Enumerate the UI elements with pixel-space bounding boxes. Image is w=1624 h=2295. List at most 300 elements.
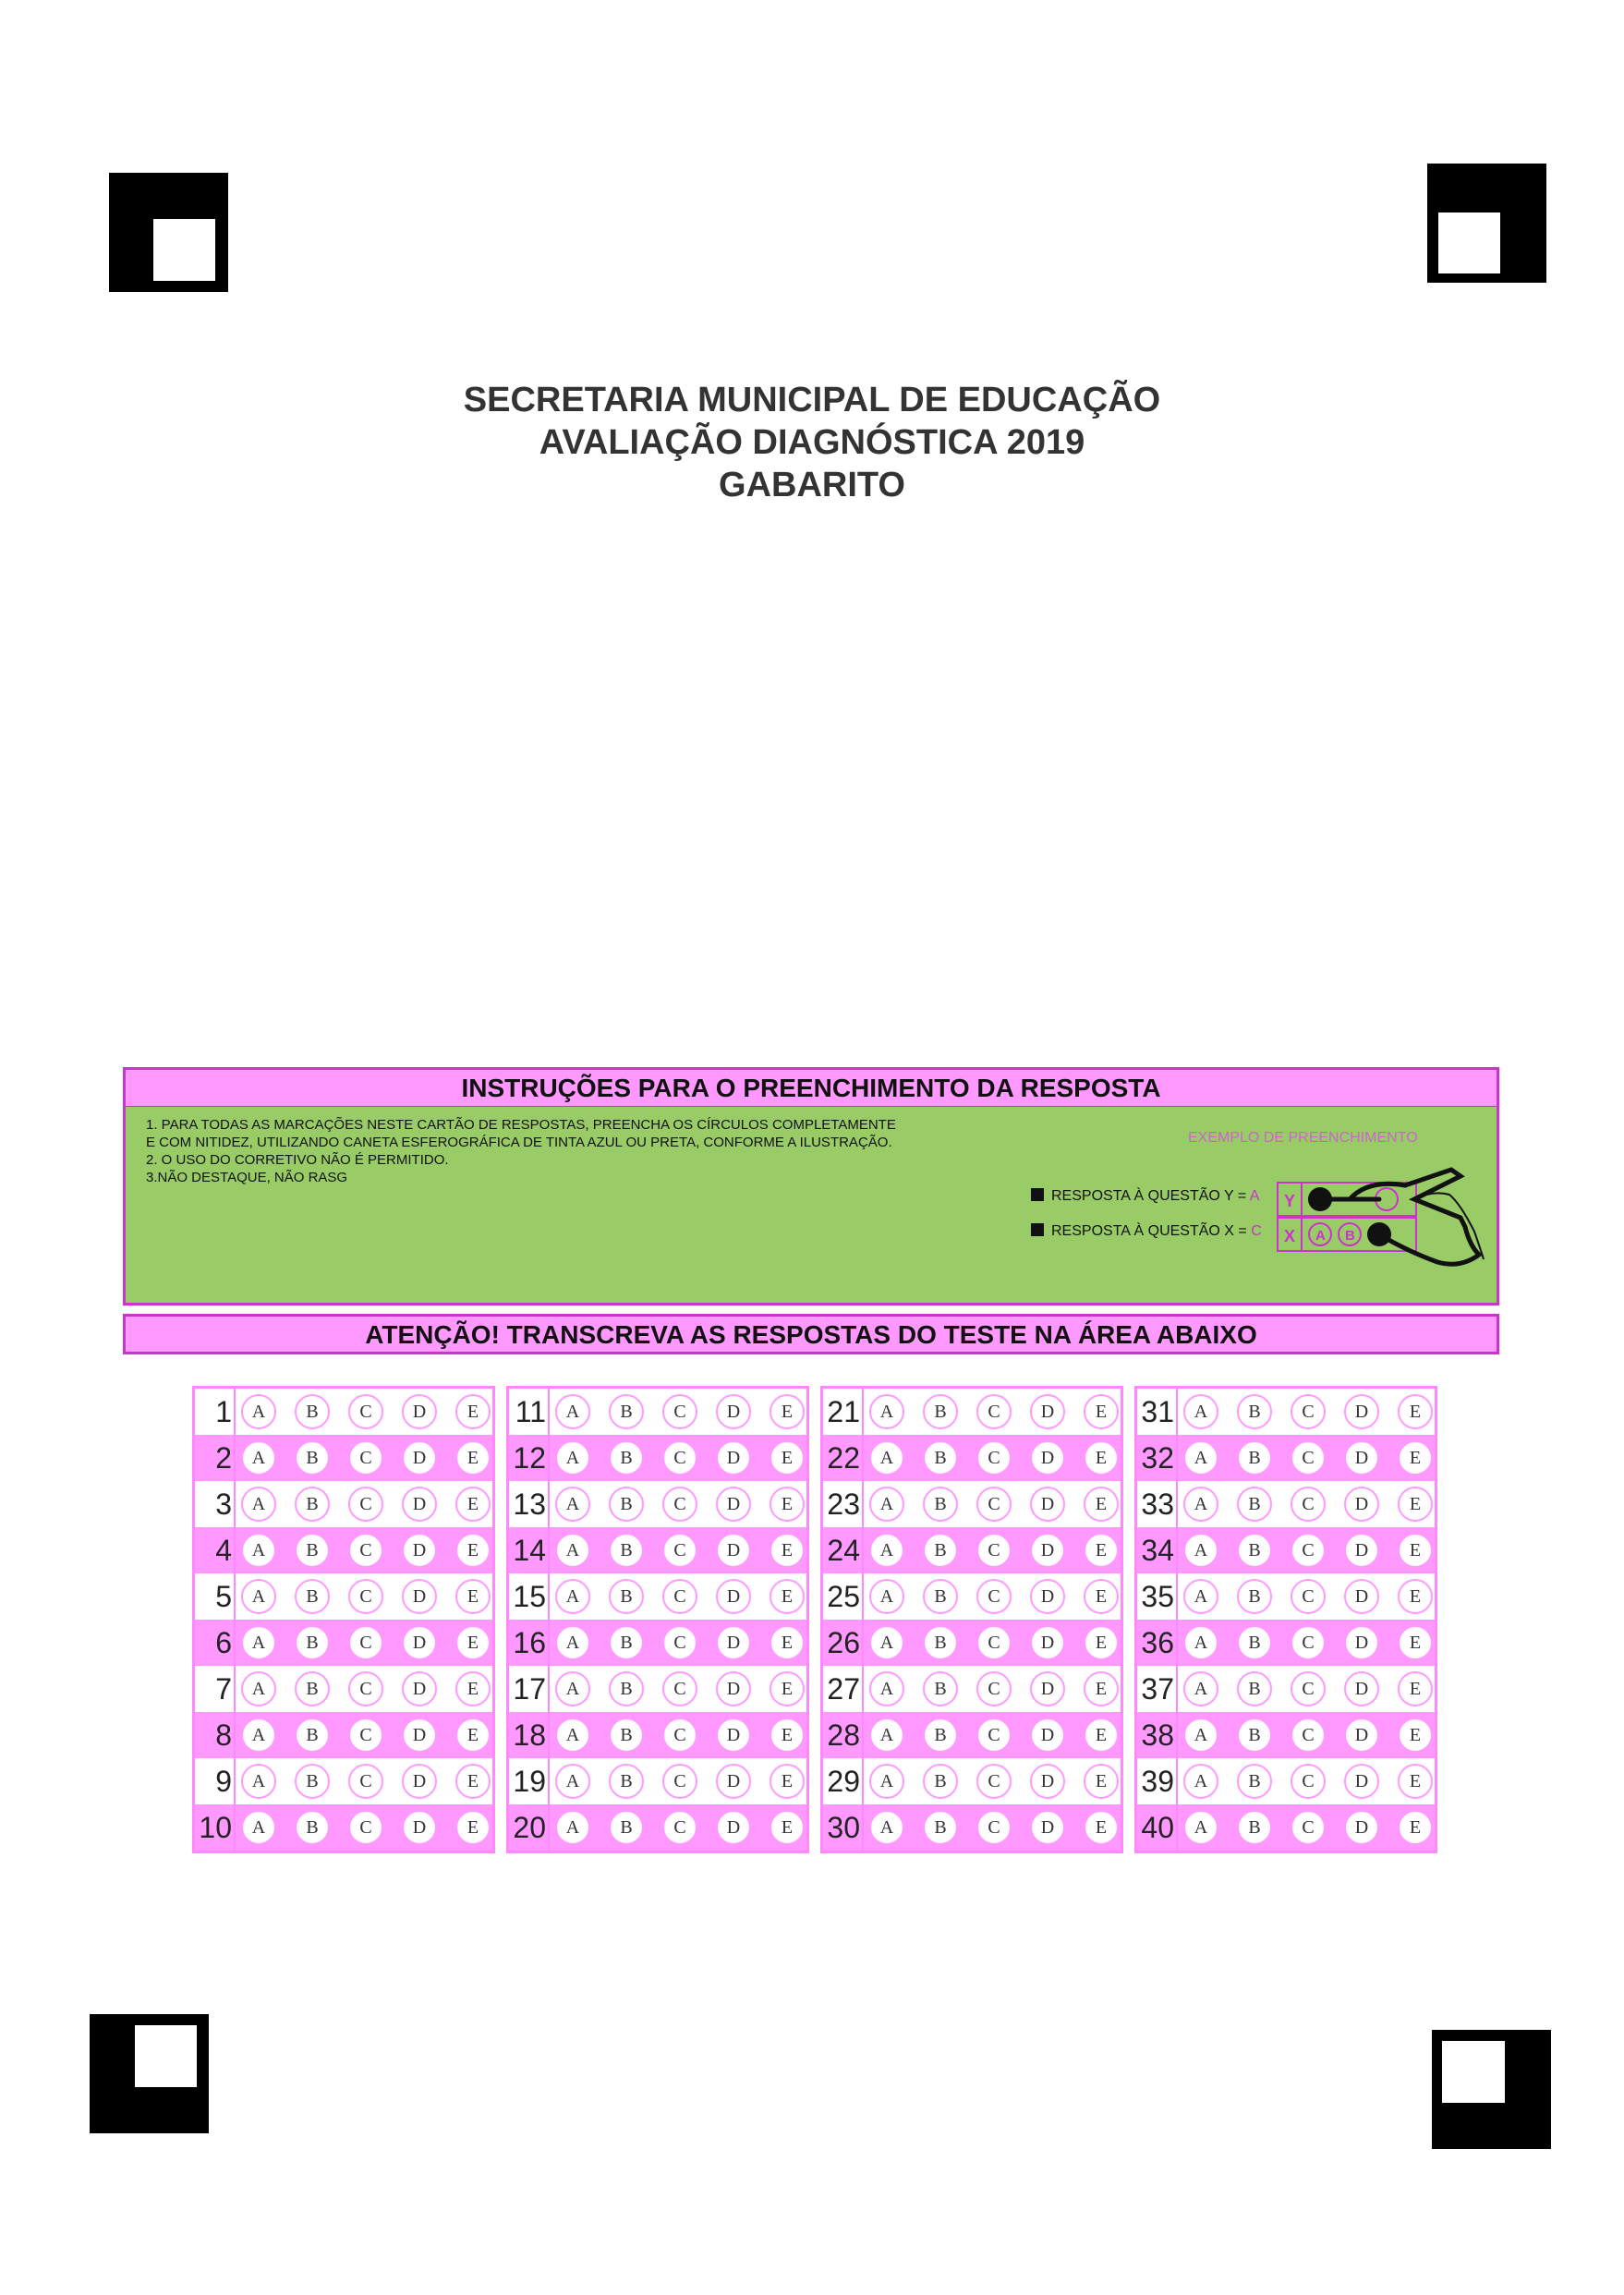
- answer-bubble-c[interactable]: C: [662, 1625, 697, 1660]
- question-number: 29: [827, 1764, 860, 1798]
- answer-bubble-a[interactable]: A: [555, 1440, 590, 1475]
- answer-bubble-a[interactable]: A: [241, 1810, 276, 1845]
- answer-bubble-c[interactable]: C: [976, 1718, 1012, 1753]
- answer-bubble-a[interactable]: A: [1183, 1718, 1218, 1753]
- answer-bubble-c[interactable]: C: [348, 1810, 383, 1845]
- answer-bubble-e[interactable]: E: [1084, 1718, 1119, 1753]
- answer-bubble-c[interactable]: C: [1291, 1440, 1326, 1475]
- question-number: 14: [513, 1533, 546, 1567]
- answer-bubble-d[interactable]: D: [1030, 1671, 1065, 1706]
- row-separator: [548, 1389, 550, 1435]
- answer-bubble-e[interactable]: E: [770, 1487, 805, 1522]
- answer-bubble-c[interactable]: C: [348, 1671, 383, 1706]
- answer-bubble-d[interactable]: D: [716, 1810, 751, 1845]
- answer-row: [1137, 1758, 1435, 1804]
- answer-bubble-a[interactable]: A: [241, 1487, 276, 1522]
- answer-bubble-d[interactable]: D: [1344, 1718, 1379, 1753]
- example-answer-x: RESPOSTA À QUESTÃO X = C: [1031, 1223, 1262, 1240]
- row-separator: [234, 1573, 236, 1620]
- answer-bubble-e[interactable]: E: [770, 1810, 805, 1845]
- answer-bubble-a[interactable]: A: [555, 1810, 590, 1845]
- answer-bubble-c[interactable]: C: [662, 1671, 697, 1706]
- answer-bubble-c[interactable]: C: [1291, 1764, 1326, 1799]
- answer-bubble-d[interactable]: D: [402, 1533, 437, 1568]
- answer-bubble-c[interactable]: C: [662, 1764, 697, 1799]
- answer-row: [1137, 1620, 1435, 1666]
- row-separator: [862, 1527, 864, 1573]
- answer-bubble-d[interactable]: D: [716, 1440, 751, 1475]
- answer-bubble-d[interactable]: D: [716, 1718, 751, 1753]
- answer-bubble-c[interactable]: C: [662, 1533, 697, 1568]
- row-separator: [1176, 1435, 1178, 1481]
- answer-bubble-e[interactable]: E: [770, 1764, 805, 1799]
- answer-bubble-a[interactable]: A: [555, 1533, 590, 1568]
- answer-bubble-e[interactable]: E: [1084, 1487, 1119, 1522]
- answer-bubble-e[interactable]: E: [1398, 1579, 1433, 1614]
- answer-bubble-c[interactable]: C: [662, 1718, 697, 1753]
- answer-bubble-b[interactable]: B: [1237, 1533, 1272, 1568]
- answer-bubble-a[interactable]: A: [1183, 1810, 1218, 1845]
- answer-row: [1137, 1712, 1435, 1758]
- answer-bubble-b[interactable]: B: [295, 1718, 330, 1753]
- answer-bubble-b[interactable]: B: [923, 1533, 958, 1568]
- answer-row: [195, 1573, 492, 1620]
- answer-row: [1137, 1389, 1435, 1435]
- answer-row: [823, 1435, 1121, 1481]
- answer-bubble-a[interactable]: A: [1183, 1671, 1218, 1706]
- answer-bubble-b[interactable]: B: [609, 1764, 644, 1799]
- answer-bubble-e[interactable]: E: [770, 1440, 805, 1475]
- answer-bubble-e[interactable]: E: [1084, 1579, 1119, 1614]
- answer-bubble-d[interactable]: D: [1344, 1810, 1379, 1845]
- answer-bubble-a[interactable]: A: [555, 1394, 590, 1429]
- row-separator: [1176, 1573, 1178, 1620]
- row-separator: [862, 1758, 864, 1804]
- answer-bubble-b[interactable]: B: [609, 1579, 644, 1614]
- answer-bubble-e[interactable]: E: [455, 1533, 491, 1568]
- answer-bubble-a[interactable]: A: [869, 1533, 904, 1568]
- answer-bubble-c[interactable]: C: [348, 1487, 383, 1522]
- answer-bubble-d[interactable]: D: [1030, 1625, 1065, 1660]
- answer-bubble-e[interactable]: E: [770, 1671, 805, 1706]
- answer-bubble-e[interactable]: E: [1398, 1718, 1433, 1753]
- answer-bubble-b[interactable]: B: [609, 1671, 644, 1706]
- row-separator: [548, 1573, 550, 1620]
- answer-bubble-c[interactable]: C: [976, 1440, 1012, 1475]
- answer-row: [823, 1527, 1121, 1573]
- answer-bubble-a[interactable]: A: [869, 1764, 904, 1799]
- answer-row: [509, 1573, 806, 1620]
- answer-bubble-e[interactable]: E: [455, 1718, 491, 1753]
- answer-block-4: [1134, 1386, 1437, 1853]
- answer-bubble-c[interactable]: C: [662, 1394, 697, 1429]
- answer-bubble-a[interactable]: A: [1183, 1440, 1218, 1475]
- answer-bubble-c[interactable]: C: [976, 1764, 1012, 1799]
- answer-row: [509, 1620, 806, 1666]
- row-separator: [234, 1758, 236, 1804]
- answer-bubble-b[interactable]: B: [295, 1394, 330, 1429]
- answer-bubble-a[interactable]: A: [555, 1625, 590, 1660]
- answer-bubble-d[interactable]: D: [1030, 1810, 1065, 1845]
- answer-bubble-b[interactable]: B: [295, 1764, 330, 1799]
- bullet-square-icon: [1031, 1223, 1044, 1236]
- question-number: 25: [827, 1579, 860, 1613]
- answer-bubble-e[interactable]: E: [770, 1394, 805, 1429]
- answer-bubble-e[interactable]: E: [1398, 1764, 1433, 1799]
- answer-bubble-e[interactable]: E: [1398, 1487, 1433, 1522]
- example-answer-y: RESPOSTA À QUESTÃO Y = A: [1031, 1188, 1259, 1205]
- answer-bubble-c[interactable]: C: [1291, 1487, 1326, 1522]
- answer-bubble-d[interactable]: D: [1030, 1394, 1065, 1429]
- question-number: 20: [513, 1810, 546, 1844]
- answer-row: [1137, 1481, 1435, 1527]
- answer-bubble-a[interactable]: A: [869, 1671, 904, 1706]
- question-number: 30: [827, 1810, 860, 1844]
- answer-bubble-e[interactable]: E: [770, 1625, 805, 1660]
- answer-bubble-d[interactable]: D: [716, 1671, 751, 1706]
- answer-bubble-a[interactable]: A: [555, 1718, 590, 1753]
- answer-bubble-e[interactable]: E: [1398, 1533, 1433, 1568]
- answer-bubble-c[interactable]: C: [1291, 1533, 1326, 1568]
- answer-bubble-c[interactable]: C: [348, 1440, 383, 1475]
- answer-bubble-d[interactable]: D: [1030, 1440, 1065, 1475]
- answer-bubble-d[interactable]: D: [716, 1487, 751, 1522]
- answer-bubble-c[interactable]: C: [1291, 1671, 1326, 1706]
- row-separator: [862, 1435, 864, 1481]
- answer-bubble-e[interactable]: E: [1398, 1440, 1433, 1475]
- answer-bubble-d[interactable]: D: [1030, 1533, 1065, 1568]
- instruction-line: 3.NÃO DESTAQUE, NÃO RASG: [146, 1170, 348, 1185]
- answer-row: [509, 1712, 806, 1758]
- answer-bubble-d[interactable]: D: [1030, 1487, 1065, 1522]
- answer-bubble-b[interactable]: B: [1237, 1440, 1272, 1475]
- header-gabarito: GABARITO: [719, 466, 905, 504]
- answer-bubble-c[interactable]: C: [348, 1764, 383, 1799]
- attention-banner: ATENÇÃO! TRANSCREVA AS RESPOSTAS DO TESTE NA ÁREA ABAIXO: [123, 1314, 1499, 1354]
- row-separator: [862, 1389, 864, 1435]
- answer-bubble-b[interactable]: B: [295, 1487, 330, 1522]
- answer-bubble-a[interactable]: A: [869, 1718, 904, 1753]
- answer-bubble-b[interactable]: B: [609, 1394, 644, 1429]
- answer-bubble-c[interactable]: C: [348, 1394, 383, 1429]
- answer-bubble-a[interactable]: A: [241, 1671, 276, 1706]
- row-separator: [234, 1620, 236, 1666]
- answer-bubble-d[interactable]: D: [1344, 1440, 1379, 1475]
- answer-bubble-b[interactable]: B: [1237, 1764, 1272, 1799]
- answer-bubble-a[interactable]: A: [555, 1671, 590, 1706]
- example-letter-y: Y: [1284, 1192, 1296, 1210]
- answer-bubble-a[interactable]: A: [869, 1487, 904, 1522]
- answer-bubble-c[interactable]: C: [1291, 1394, 1326, 1429]
- row-separator: [862, 1712, 864, 1758]
- answer-bubble-b[interactable]: B: [1237, 1810, 1272, 1845]
- row-separator: [862, 1573, 864, 1620]
- answer-bubble-d[interactable]: D: [402, 1625, 437, 1660]
- question-number: 11: [515, 1394, 546, 1428]
- answer-row: [195, 1712, 492, 1758]
- answer-bubble-b[interactable]: B: [295, 1671, 330, 1706]
- answer-row: [509, 1527, 806, 1573]
- answer-bubble-b[interactable]: B: [609, 1810, 644, 1845]
- question-number: 33: [1141, 1487, 1174, 1521]
- answer-bubble-d[interactable]: D: [1344, 1533, 1379, 1568]
- answer-bubble-c[interactable]: C: [1291, 1718, 1326, 1753]
- answer-bubble-a[interactable]: A: [1183, 1625, 1218, 1660]
- question-number: 35: [1141, 1579, 1174, 1613]
- instruction-line: 1. PARA TODAS AS MARCAÇÕES NESTE CARTÃO DE RESPOSTAS, PREENCHA OS CÍRCULOS COMPLETAMENTE: [146, 1117, 896, 1133]
- answer-bubble-e[interactable]: E: [455, 1579, 491, 1614]
- answer-row: [509, 1758, 806, 1804]
- answer-bubble-b[interactable]: B: [923, 1764, 958, 1799]
- answer-bubble-a[interactable]: A: [241, 1625, 276, 1660]
- answer-row: [509, 1804, 806, 1851]
- question-number: 10: [199, 1810, 232, 1844]
- example-filling-illustration: [1276, 1162, 1488, 1282]
- answer-bubble-c[interactable]: C: [976, 1579, 1012, 1614]
- answer-row: [509, 1435, 806, 1481]
- answer-bubble-b[interactable]: B: [923, 1487, 958, 1522]
- question-number: 7: [215, 1671, 232, 1706]
- question-number: 36: [1141, 1625, 1174, 1659]
- answer-bubble-e[interactable]: E: [455, 1394, 491, 1429]
- answer-bubble-c[interactable]: C: [976, 1487, 1012, 1522]
- answer-row: [195, 1804, 492, 1851]
- answer-bubble-c[interactable]: C: [348, 1625, 383, 1660]
- answer-row: [195, 1527, 492, 1573]
- answer-bubble-d[interactable]: D: [402, 1579, 437, 1614]
- row-separator: [548, 1435, 550, 1481]
- answer-bubble-b[interactable]: B: [923, 1394, 958, 1429]
- answer-row: [1137, 1666, 1435, 1712]
- answer-bubble-d[interactable]: D: [1030, 1579, 1065, 1614]
- answer-bubble-c[interactable]: C: [1291, 1625, 1326, 1660]
- answer-bubble-e[interactable]: E: [770, 1533, 805, 1568]
- answer-bubble-d[interactable]: D: [1344, 1579, 1379, 1614]
- answer-bubble-c[interactable]: C: [976, 1810, 1012, 1845]
- answer-bubble-d[interactable]: D: [1344, 1394, 1379, 1429]
- answer-bubble-a[interactable]: A: [241, 1440, 276, 1475]
- answer-bubble-c[interactable]: C: [662, 1579, 697, 1614]
- question-number: 38: [1141, 1718, 1174, 1752]
- answer-bubble-a[interactable]: A: [869, 1625, 904, 1660]
- answer-bubble-e[interactable]: E: [1084, 1394, 1119, 1429]
- answer-bubble-b[interactable]: B: [1237, 1718, 1272, 1753]
- question-number: 15: [513, 1579, 546, 1613]
- answer-bubble-a[interactable]: A: [241, 1579, 276, 1614]
- answer-bubble-c[interactable]: C: [662, 1440, 697, 1475]
- answer-bubble-b[interactable]: B: [1237, 1625, 1272, 1660]
- answer-row: [195, 1481, 492, 1527]
- answer-bubble-c[interactable]: C: [976, 1625, 1012, 1660]
- answer-bubble-c[interactable]: C: [348, 1579, 383, 1614]
- answer-bubble-a[interactable]: A: [555, 1579, 590, 1614]
- row-separator: [1176, 1804, 1178, 1851]
- answer-bubble-d[interactable]: D: [402, 1718, 437, 1753]
- answer-row: [823, 1620, 1121, 1666]
- question-number: 37: [1141, 1671, 1174, 1706]
- answer-bubble-e[interactable]: E: [1084, 1440, 1119, 1475]
- answer-bubble-d[interactable]: D: [1344, 1625, 1379, 1660]
- answer-bubble-b[interactable]: B: [295, 1579, 330, 1614]
- answer-bubble-a[interactable]: A: [555, 1764, 590, 1799]
- answer-bubble-a[interactable]: A: [869, 1810, 904, 1845]
- answer-bubble-b[interactable]: B: [923, 1625, 958, 1660]
- answer-bubble-e[interactable]: E: [455, 1487, 491, 1522]
- answer-bubble-e[interactable]: E: [770, 1718, 805, 1753]
- answer-bubble-c[interactable]: C: [976, 1671, 1012, 1706]
- answer-bubble-e[interactable]: E: [455, 1625, 491, 1660]
- answer-bubble-c[interactable]: C: [1291, 1810, 1326, 1845]
- answer-bubble-c[interactable]: C: [348, 1533, 383, 1568]
- question-number: 31: [1141, 1394, 1174, 1428]
- answer-bubble-d[interactable]: D: [716, 1533, 751, 1568]
- answer-bubble-a[interactable]: A: [1183, 1764, 1218, 1799]
- answer-bubble-e[interactable]: E: [455, 1440, 491, 1475]
- question-number: 16: [513, 1625, 546, 1659]
- instructions-text: [146, 1116, 896, 1186]
- answer-bubble-e[interactable]: E: [770, 1579, 805, 1614]
- answer-bubble-d[interactable]: D: [1030, 1718, 1065, 1753]
- answer-bubble-c[interactable]: C: [662, 1810, 697, 1845]
- answer-bubble-d[interactable]: D: [716, 1764, 751, 1799]
- answer-bubble-b[interactable]: B: [295, 1810, 330, 1845]
- answer-block-1: [192, 1386, 495, 1853]
- answer-bubble-b[interactable]: B: [1237, 1394, 1272, 1429]
- row-separator: [862, 1481, 864, 1527]
- answer-bubble-c[interactable]: C: [662, 1487, 697, 1522]
- row-separator: [234, 1435, 236, 1481]
- answer-bubble-d[interactable]: D: [1344, 1671, 1379, 1706]
- answer-bubble-d[interactable]: D: [402, 1440, 437, 1475]
- answer-row: [509, 1481, 806, 1527]
- example-label: EXEMPLO DE PREENCHIMENTO: [1188, 1130, 1418, 1146]
- answer-bubble-e[interactable]: E: [1084, 1810, 1119, 1845]
- answer-bubble-e[interactable]: E: [1398, 1810, 1433, 1845]
- answer-bubble-d[interactable]: D: [1344, 1487, 1379, 1522]
- answer-bubble-d[interactable]: D: [402, 1671, 437, 1706]
- answer-bubble-d[interactable]: D: [402, 1810, 437, 1845]
- row-separator: [548, 1758, 550, 1804]
- answer-bubble-d[interactable]: D: [402, 1764, 437, 1799]
- answer-bubble-a[interactable]: A: [1183, 1487, 1218, 1522]
- question-number: 26: [827, 1625, 860, 1659]
- answer-row: [195, 1435, 492, 1481]
- answer-bubble-e[interactable]: E: [1398, 1671, 1433, 1706]
- answer-bubble-a[interactable]: A: [241, 1718, 276, 1753]
- answer-bubble-e[interactable]: E: [1398, 1394, 1433, 1429]
- answer-bubble-e[interactable]: E: [455, 1810, 491, 1845]
- answer-bubble-a[interactable]: A: [241, 1394, 276, 1429]
- answer-bubble-b[interactable]: B: [609, 1718, 644, 1753]
- answer-bubble-a[interactable]: A: [1183, 1533, 1218, 1568]
- answer-bubble-b[interactable]: B: [923, 1579, 958, 1614]
- row-separator: [548, 1620, 550, 1666]
- answer-block-3: [820, 1386, 1123, 1853]
- answer-bubble-b[interactable]: B: [1237, 1671, 1272, 1706]
- answer-bubble-a[interactable]: A: [1183, 1579, 1218, 1614]
- question-number: 8: [215, 1718, 232, 1752]
- row-separator: [1176, 1389, 1178, 1435]
- row-separator: [548, 1666, 550, 1712]
- answer-bubble-c[interactable]: C: [1291, 1579, 1326, 1614]
- answer-row: [1137, 1527, 1435, 1573]
- question-number: 17: [513, 1671, 546, 1706]
- answer-bubble-b[interactable]: B: [609, 1625, 644, 1660]
- answer-block-2: [506, 1386, 809, 1853]
- answer-bubble-b[interactable]: B: [1237, 1487, 1272, 1522]
- answer-row: [1137, 1804, 1435, 1851]
- row-separator: [234, 1389, 236, 1435]
- answer-bubble-a[interactable]: A: [555, 1487, 590, 1522]
- answer-bubble-b[interactable]: B: [923, 1718, 958, 1753]
- question-number: 9: [215, 1764, 232, 1798]
- answer-bubble-a[interactable]: A: [869, 1394, 904, 1429]
- answer-bubble-b[interactable]: B: [609, 1533, 644, 1568]
- answer-bubble-e[interactable]: E: [455, 1671, 491, 1706]
- question-number: 19: [513, 1764, 546, 1798]
- answer-row: [1137, 1435, 1435, 1481]
- answer-bubble-b[interactable]: B: [923, 1810, 958, 1845]
- answer-bubble-e[interactable]: E: [1398, 1625, 1433, 1660]
- answer-bubble-c[interactable]: C: [976, 1394, 1012, 1429]
- answer-bubble-d[interactable]: D: [1344, 1764, 1379, 1799]
- answer-bubble-b[interactable]: B: [609, 1487, 644, 1522]
- row-separator: [862, 1666, 864, 1712]
- row-separator: [1176, 1620, 1178, 1666]
- answer-bubble-e[interactable]: E: [1084, 1764, 1119, 1799]
- row-separator: [548, 1481, 550, 1527]
- row-separator: [862, 1620, 864, 1666]
- answer-bubble-a[interactable]: A: [869, 1579, 904, 1614]
- answer-bubble-a[interactable]: A: [241, 1533, 276, 1568]
- question-number: 21: [827, 1394, 860, 1428]
- example-letter-x: X: [1284, 1227, 1296, 1245]
- answer-bubble-e[interactable]: E: [1084, 1671, 1119, 1706]
- answer-bubble-b[interactable]: B: [923, 1671, 958, 1706]
- answer-bubble-e[interactable]: E: [455, 1764, 491, 1799]
- answer-bubble-a[interactable]: A: [241, 1764, 276, 1799]
- answer-bubble-d[interactable]: D: [402, 1487, 437, 1522]
- answer-bubble-d[interactable]: D: [402, 1394, 437, 1429]
- answer-bubble-a[interactable]: A: [869, 1440, 904, 1475]
- question-number: 1: [215, 1394, 232, 1428]
- answer-bubble-b[interactable]: B: [609, 1440, 644, 1475]
- answer-bubble-a[interactable]: A: [1183, 1394, 1218, 1429]
- registration-marker-top-left: [109, 173, 228, 292]
- row-separator: [1176, 1527, 1178, 1573]
- answer-bubble-b[interactable]: B: [1237, 1579, 1272, 1614]
- answer-bubble-b[interactable]: B: [295, 1533, 330, 1568]
- answer-bubble-d[interactable]: D: [716, 1625, 751, 1660]
- question-number: 27: [827, 1671, 860, 1706]
- answer-bubble-c[interactable]: C: [976, 1533, 1012, 1568]
- answer-bubble-c[interactable]: C: [348, 1718, 383, 1753]
- registration-marker-top-right: [1427, 164, 1546, 283]
- answer-row: [823, 1481, 1121, 1527]
- answer-bubble-e[interactable]: E: [1084, 1533, 1119, 1568]
- answer-bubble-e[interactable]: E: [1084, 1625, 1119, 1660]
- answer-bubble-d[interactable]: D: [716, 1579, 751, 1614]
- answer-bubble-b[interactable]: B: [295, 1440, 330, 1475]
- answer-bubble-d[interactable]: D: [1030, 1764, 1065, 1799]
- answer-bubble-b[interactable]: B: [923, 1440, 958, 1475]
- header-avaliacao: AVALIAÇÃO DIAGNÓSTICA 2019: [539, 423, 1085, 462]
- question-number: 3: [215, 1487, 232, 1521]
- answer-row: [195, 1620, 492, 1666]
- answer-bubble-b[interactable]: B: [295, 1625, 330, 1660]
- row-separator: [1176, 1481, 1178, 1527]
- answer-bubble-d[interactable]: D: [716, 1394, 751, 1429]
